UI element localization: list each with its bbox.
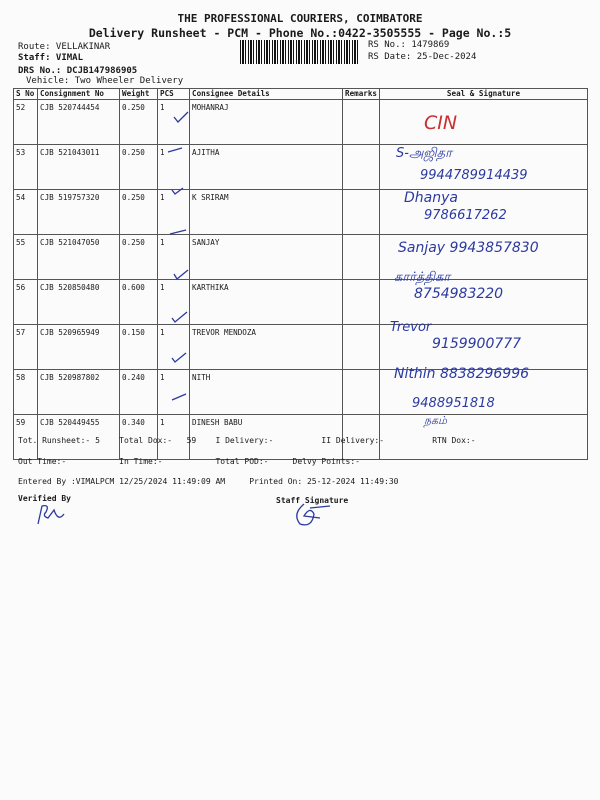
signature-row-57-name: Trevor <box>390 320 432 335</box>
cell-remarks <box>343 190 380 235</box>
cell-weight: 0.250 <box>120 145 158 190</box>
cell-pcs: 1 <box>158 325 190 370</box>
cell-consignment: CJB 520850480 <box>38 280 120 325</box>
tick-mark <box>172 188 183 194</box>
cell-sno: 59 <box>14 415 38 460</box>
cell-sno: 56 <box>14 280 38 325</box>
cell-consignment: CJB 521043011 <box>38 145 120 190</box>
cell-pcs: 1 <box>158 280 190 325</box>
cell-pcs: 1 <box>158 145 190 190</box>
cell-consignee: K SRIRAM <box>190 190 343 235</box>
cell-weight: 0.250 <box>120 100 158 145</box>
cell-sno: 58 <box>14 370 38 415</box>
runsheet-totals: Tot. Runsheet:- 5 Total Dox:- 59 I Delivery:- II Delivery:- RTN Dox:- <box>18 436 476 445</box>
signature-row-56-name: கார்த்திகா <box>394 270 451 285</box>
staff-signature-label: Staff Signature <box>276 496 349 505</box>
verifier-signature <box>30 500 70 530</box>
cell-sno: 52 <box>14 100 38 145</box>
signature-row-55: Sanjay 9943857830 <box>398 240 539 256</box>
cell-remarks <box>343 280 380 325</box>
route: Route: VELLAKINAR <box>18 42 111 52</box>
cell-sno: 54 <box>14 190 38 235</box>
runsheet-subtitle: Delivery Runsheet - PCM - Phone No.:0422-3505555 - Page No.:5 <box>88 26 512 40</box>
signature-row-53-name: S-அஜிதா <box>396 146 452 161</box>
cell-consignee: KARTHIKA <box>190 280 343 325</box>
col-weight: Weight <box>120 89 158 100</box>
table-header-row <box>14 89 588 100</box>
cell-remarks <box>343 145 380 190</box>
table-row <box>14 100 588 145</box>
barcode-image <box>240 40 358 64</box>
cell-consignment: CJB 521047050 <box>38 235 120 280</box>
cell-remarks <box>343 370 380 415</box>
cell-remarks <box>343 235 380 280</box>
cell-pcs: 1 <box>158 190 190 235</box>
cell-pcs: 1 <box>158 415 190 460</box>
col-seal-signature: Seal & Signature <box>380 89 588 100</box>
col-remarks: Remarks <box>343 89 380 100</box>
rs-date: RS Date: 25-Dec-2024 <box>368 52 477 62</box>
tick-mark <box>174 270 188 279</box>
cell-weight: 0.150 <box>120 325 158 370</box>
cell-consignment: CJB 520449455 <box>38 415 120 460</box>
tick-mark <box>172 353 186 362</box>
cell-weight: 0.250 <box>120 235 158 280</box>
cell-weight: 0.600 <box>120 280 158 325</box>
col-consignment: Consignment No <box>38 89 120 100</box>
vehicle: Vehicle: Two Wheeler Delivery <box>26 76 184 86</box>
col-pcs: PCS <box>158 89 190 100</box>
tick-mark <box>172 394 186 400</box>
signature-row-52: CIN <box>424 112 458 134</box>
cell-sno: 53 <box>14 145 38 190</box>
cell-pcs: 1 <box>158 235 190 280</box>
col-sno: S No <box>14 89 38 100</box>
entry-print-info: Entered By :VIMALPCM 12/25/2024 11:49:09 AM Printed On: 25-12-2024 11:49:30 <box>18 477 399 486</box>
signature-row-53-phone: 9944789914439 <box>420 168 528 183</box>
cell-consignee: TREVOR MENDOZA <box>190 325 343 370</box>
cell-consignee: DINESH BABU <box>190 415 343 460</box>
staff: Staff: VIMAL <box>18 53 84 63</box>
tick-mark <box>172 312 187 322</box>
time-summary: Out Time:- In Time:- Total POD:- Delvy Points:- <box>18 457 360 466</box>
cell-remarks <box>343 100 380 145</box>
tick-mark <box>174 112 188 122</box>
signature-row-58: Nithin 8838296996 <box>394 366 530 382</box>
signature-row-57-phone: 9159900777 <box>432 336 522 352</box>
cell-pcs: 1 <box>158 370 190 415</box>
signature-row-54-phone: 9786617262 <box>424 208 507 223</box>
cell-consignment: CJB 520965949 <box>38 325 120 370</box>
rs-number: RS No.: 1479869 <box>368 40 450 50</box>
cell-weight: 0.240 <box>120 370 158 415</box>
signature-row-56-phone: 8754983220 <box>414 286 504 302</box>
cell-signature <box>380 100 588 145</box>
cell-consignee: AJITHA <box>190 145 343 190</box>
cell-consignment: CJB 519757320 <box>38 190 120 235</box>
cell-remarks <box>343 325 380 370</box>
staff-signature <box>290 500 334 530</box>
signature-row-59-phone: 9488951818 <box>412 396 495 411</box>
cell-sno: 55 <box>14 235 38 280</box>
cell-consignee: NITH <box>190 370 343 415</box>
cell-weight: 0.250 <box>120 190 158 235</box>
runsheet-table <box>13 88 588 460</box>
tick-mark <box>170 230 186 234</box>
cell-sno: 57 <box>14 325 38 370</box>
cell-consignment: CJB 520987802 <box>38 370 120 415</box>
cell-consignee: SANJAY <box>190 235 343 280</box>
cell-weight: 0.340 <box>120 415 158 460</box>
verified-by-label: Verified By <box>18 494 71 503</box>
cell-pcs: 1 <box>158 100 190 145</box>
signature-row-59-name: நகம் <box>424 414 447 427</box>
cell-consignment: CJB 520744454 <box>38 100 120 145</box>
drs-number: DRS No.: DCJB147986905 <box>18 66 138 76</box>
company-title: THE PROFESSIONAL COURIERS, COIMBATORE <box>177 12 423 25</box>
col-consignee: Consignee Details <box>190 89 343 100</box>
signature-row-54-name: Dhanya <box>404 190 458 206</box>
cell-consignee: MOHANRAJ <box>190 100 343 145</box>
tick-mark <box>168 148 182 152</box>
tick-marks <box>160 100 196 420</box>
